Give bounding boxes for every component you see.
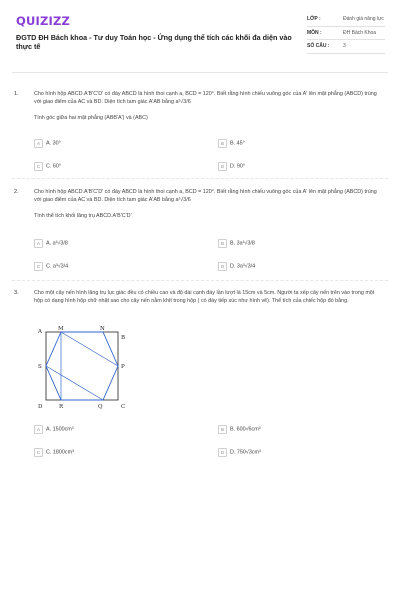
segment-mp [61, 332, 118, 366]
option-letter-box: D [218, 162, 227, 171]
answer-option-a[interactable] [34, 139, 61, 148]
option-letter-box: A [34, 239, 43, 248]
answer-option-a[interactable] [34, 425, 74, 434]
figure-label-n: N [100, 326, 105, 332]
meta-label: LỚP : [307, 16, 321, 22]
option-text: C. 1800cm³ [46, 449, 74, 456]
quizizz-logo: QUIZIZZ [16, 14, 71, 28]
meta-row-class [307, 13, 385, 27]
option-letter-box: B [218, 239, 227, 248]
answer-option-c[interactable] [34, 162, 61, 171]
rectangle-hexagon-diagram [34, 324, 130, 412]
option-letter-box: B [218, 139, 227, 148]
figure-label-m: M [58, 326, 64, 332]
question-3 [12, 289, 388, 305]
answer-option-a[interactable] [34, 239, 68, 248]
answer-option-c[interactable] [34, 262, 68, 271]
option-text: A. 30° [46, 140, 61, 147]
meta-value: ĐH Bách Khoa [343, 29, 377, 36]
answer-option-b[interactable] [218, 139, 245, 148]
option-text: C. 60° [46, 163, 62, 170]
option-text: D. 90° [230, 163, 246, 170]
option-text: C. a³√3/4 [46, 263, 69, 270]
answer-option-d[interactable] [218, 262, 255, 271]
answer-option-b[interactable] [218, 239, 255, 248]
option-letter-box: D [218, 262, 227, 271]
figure-label-a: A [38, 329, 42, 335]
question-text: Cho hình hộp ABCD.A'B'C'D' có đáy ABCD là hình thoi cạnh a, BCD = 120°. Biết rằng hình chiếu vuông góc của A' lên mặt phẳng (ABCD) trùng với giao điểm của AC và BD. Diện tích tam giác A'AB bằng a²√3/6 [34, 91, 377, 105]
question-prompt: Tính thể tích khối lăng trụ ABCD.A'B'C'D' [34, 213, 132, 219]
header-divider [12, 72, 388, 73]
figure-label-s: S [38, 364, 42, 370]
question-prompt: Tính góc giữa hai mặt phẳng (ABB'A') và (ABC) [34, 115, 148, 121]
option-letter-box: C [34, 262, 43, 271]
option-letter-box: D [218, 448, 227, 457]
question-text: Cho một cây nến hình lăng trụ lục giác đều có chiều cao và độ dài cạnh đáy lần lượt là 15cm và 5cm. Người ta xếp cây nến trên vào trong một hộp có dạng hình hộp chữ nhật sao cho cây nến nằm khít trong hộp ( có đáy tiếp xúc như hình vẽ). Thể tích của chiếc hộp đó bằng. [34, 290, 375, 304]
segment-sq [46, 366, 103, 400]
question-number: 2. [14, 189, 19, 195]
worksheet-title: ĐGTD ĐH Bách khoa - Tư duy Toán học - Ứng dụng thể tích các khối đa diện vào thực tế [16, 33, 292, 51]
option-letter-box: B [218, 425, 227, 434]
question-divider [12, 280, 388, 281]
option-text: A. a³√3/8 [46, 240, 68, 247]
hexagon-outline [46, 332, 118, 400]
question-number: 3. [14, 290, 19, 296]
question-text: Cho hình hộp ABCD.A'B'C'D' có đáy ABCD là hình thoi cạnh a, BCD = 120°. Biết rằng hình chiếu vuông góc của A' lên mặt phẳng (ABCD) trùng với giao điểm của AC và BD. Diện tích tam giác A'AB bằng a²√3/6 [34, 189, 377, 203]
question-divider [12, 178, 388, 179]
meta-table [307, 13, 385, 54]
meta-row-count [307, 40, 385, 54]
figure-label-c: C [121, 404, 126, 410]
option-text: D. 750√3cm³ [230, 449, 261, 456]
option-text: A. 1500cm³ [46, 426, 74, 433]
answer-option-d[interactable] [218, 162, 245, 171]
meta-row-subject [307, 27, 385, 41]
option-letter-box: A [34, 425, 43, 434]
meta-value: Đánh giá năng lực [343, 16, 384, 22]
figure-label-r: R [59, 404, 64, 410]
option-letter-box: A [34, 139, 43, 148]
figure-label-d: D [38, 404, 43, 410]
option-text: B. 3a³√3/8 [230, 240, 255, 247]
figure-label-p: P [121, 364, 125, 370]
question-2 [12, 188, 388, 220]
meta-label: MÔN : [307, 29, 322, 36]
option-text: D. 3a³√3/4 [230, 263, 256, 270]
meta-value: 3 [343, 43, 346, 49]
question-1 [12, 90, 388, 122]
meta-label: SỐ CÂU : [307, 43, 330, 49]
answer-option-d[interactable] [218, 448, 261, 457]
option-text: B. 600√6cm³ [230, 426, 261, 433]
box-figure [34, 324, 130, 412]
figure-label-b: B [121, 335, 126, 341]
option-letter-box: C [34, 448, 43, 457]
option-letter-box: C [34, 162, 43, 171]
answer-option-b[interactable] [218, 425, 261, 434]
option-text: B. 45° [230, 140, 245, 147]
question-number: 1. [14, 91, 19, 97]
answer-option-c[interactable] [34, 448, 74, 457]
figure-label-q: Q [98, 404, 103, 410]
